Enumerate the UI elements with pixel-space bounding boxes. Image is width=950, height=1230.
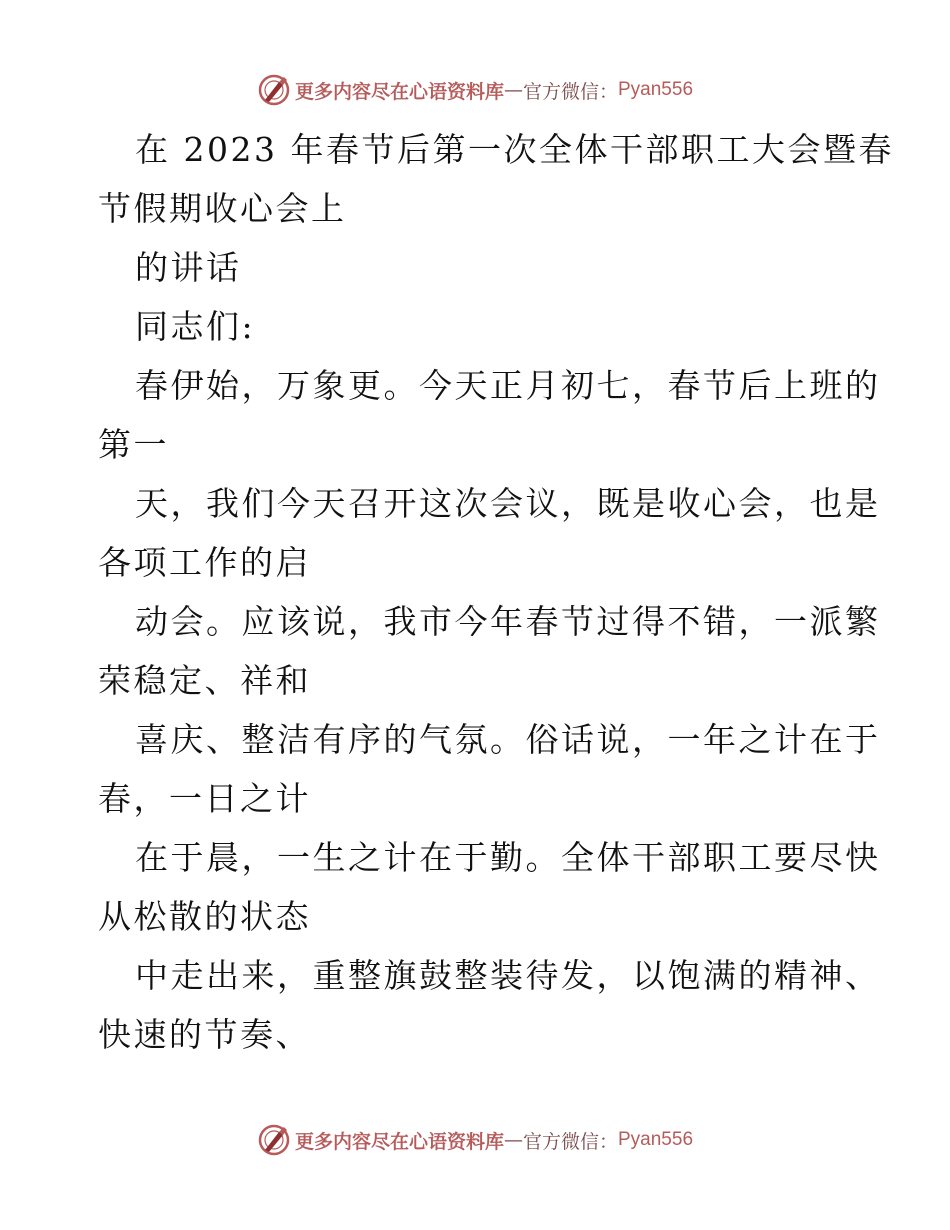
footer-separator: — (503, 1129, 523, 1151)
footer-site-text: 更多内容尽在心语资料库 (294, 1130, 504, 1153)
text-line: 喜庆、整洁有序的气氛。俗话说，一年之计在于 (135, 720, 881, 759)
header-site-text: 更多内容尽在心语资料库 (294, 80, 504, 103)
header-wechat-label: 官方微信： (522, 80, 618, 103)
header-separator: — (503, 79, 523, 101)
text-line: 荣稳定、祥和 (98, 661, 311, 700)
text-line: 春，一日之计 (98, 779, 311, 818)
text-line: 同志们: (135, 307, 256, 346)
header-wechat-id: Pyan556 (618, 79, 694, 100)
text-line: 第一 (98, 425, 169, 464)
text-line: 快速的节奏、 (98, 1015, 311, 1054)
pen-logo-icon (257, 73, 291, 107)
text-line: 各项工作的启 (98, 543, 311, 582)
text-line: 节假期收心会上 (98, 189, 347, 228)
header-banner (0, 72, 950, 108)
text-line: 在于晨，一生之计在于勤。全体干部职工要尽快 (135, 838, 881, 877)
text-line: 在 2023 年春节后第一次全体干部职工大会暨春 (135, 130, 894, 169)
text-line: 春伊始，万象更。今天正月初七，春节后上班的 (135, 366, 881, 405)
text-line: 的讲话 (135, 248, 242, 287)
footer-banner (0, 1122, 950, 1158)
pen-logo-icon (257, 1123, 291, 1157)
text-line: 天，我们今天召开这次会议，既是收心会，也是 (135, 484, 881, 523)
text-line: 动会。应该说，我市今年春节过得不错，一派繁 (135, 602, 881, 641)
text-line: 中走出来，重整旗鼓整装待发，以饱满的精神、 (135, 956, 881, 995)
text-line: 从松散的状态 (98, 897, 311, 936)
document-body (98, 120, 894, 1064)
footer-wechat-id: Pyan556 (618, 1129, 694, 1150)
footer-wechat-label: 官方微信： (522, 1130, 618, 1153)
